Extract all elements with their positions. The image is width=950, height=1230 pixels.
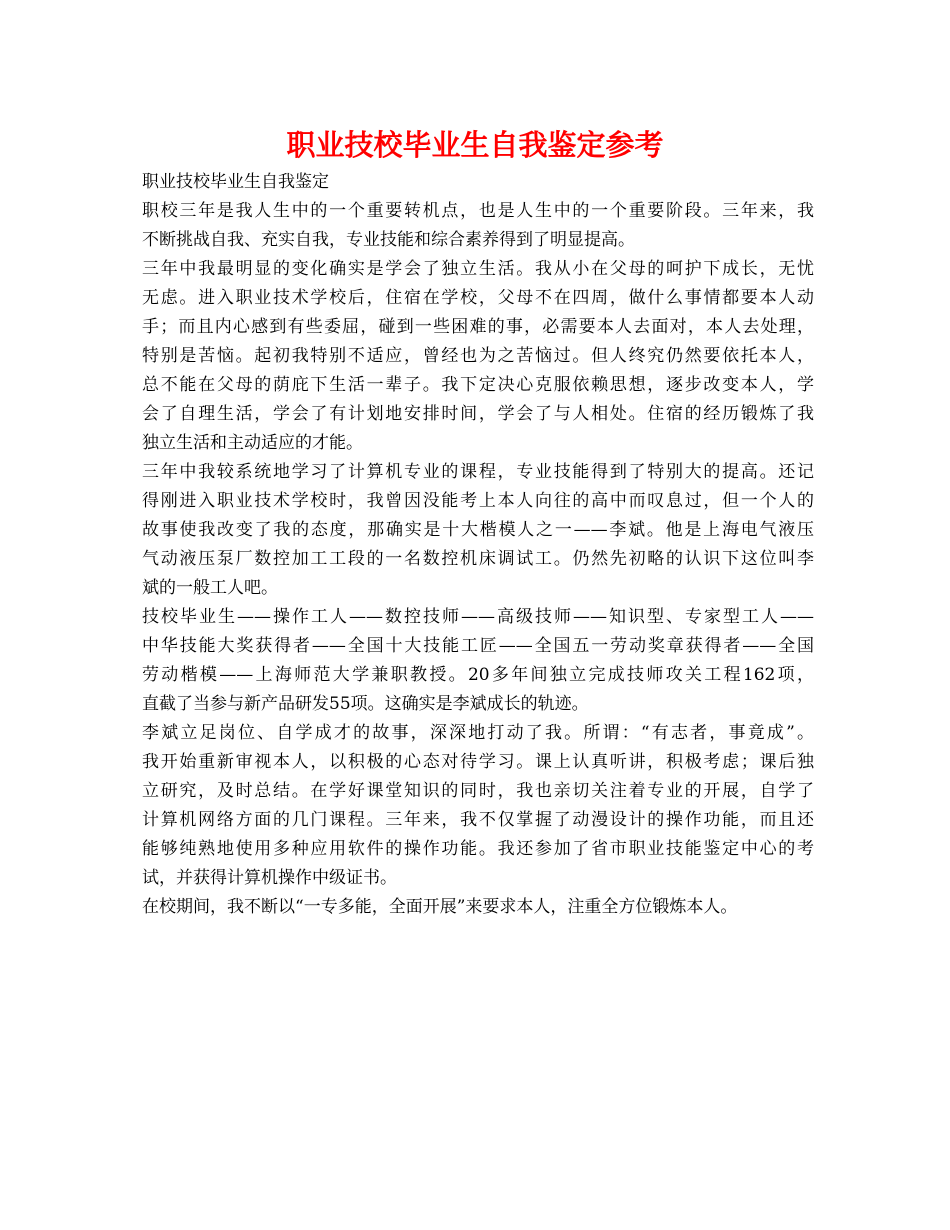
- paragraph-line: 中华技能大奖获得者——全国十大技能工匠——全国五一劳动奖章获得者——全国: [142, 636, 814, 656]
- paragraph: [142, 255, 814, 458]
- paragraph-line: 不断挑战自我、充实自我，专业技能和综合素养得到了明显提高。: [142, 230, 635, 250]
- paragraph-line: 我开始重新审视本人，以积极的心态对待学习。课上认真听讲，积极考虑；课后独: [142, 752, 814, 772]
- paragraph: [142, 458, 814, 603]
- paragraph-line: 试，并获得计算机操作中级证书。: [142, 868, 397, 888]
- paragraph-line: 计算机网络方面的几门课程。三年来，我不仅掌握了动漫设计的操作功能，而且还: [142, 810, 814, 830]
- paragraph-line: 立研究，及时总结。在学好课堂知识的同时，我也亲切关注着专业的开展，自学了: [142, 781, 814, 801]
- paragraph-line: 得刚进入职业技术学校时，我曾因没能考上本人向往的高中而叹息过，但一个人的: [142, 491, 814, 511]
- paragraph-line: 无虑。进入职业技术学校后，住宿在学校，父母不在四周，做什么事情都要本人动: [142, 288, 814, 308]
- paragraph-line: 独立生活和主动适应的才能。: [142, 433, 363, 453]
- paragraph-line: 职校三年是我人生中的一个重要转机点，也是人生中的一个重要阶段。三年来，我: [142, 201, 814, 221]
- paragraph-line: 三年中我最明显的变化确实是学会了独立生活。我从小在父母的呵护下成长，无忧: [142, 259, 814, 279]
- paragraph-line: 手；而且内心感到有些委屈，碰到一些困难的事，必需要本人去面对，本人去处理，: [142, 317, 814, 337]
- paragraph-line: 李斌立足岗位、自学成才的故事，深深地打动了我。所谓：“有志者，事竟成”。: [142, 723, 814, 743]
- paragraph-line: 气动液压泵厂数控加工工段的一名数控机床调试工。仍然先初略的认识下这位叫李: [142, 549, 814, 569]
- paragraph-line: 能够纯熟地使用多种应用软件的操作功能。我还参加了省市职业技能鉴定中心的考: [142, 839, 814, 859]
- paragraph: [142, 719, 814, 893]
- paragraph-line: 斌的一般工人吧。: [142, 578, 278, 598]
- paragraph-line: 故事使我改变了我的态度，那确实是十大楷模人之一——李斌。他是上海电气液压: [142, 520, 814, 540]
- paragraph-line: 技校毕业生——操作工人——数控技师——高级技师——知识型、专家型工人——: [142, 607, 814, 627]
- paragraph: [142, 893, 814, 922]
- paragraph-line: 会了自理生活，学会了有计划地安排时间，学会了与人相处。住宿的经历锻炼了我: [142, 404, 814, 424]
- paragraph: [142, 603, 814, 719]
- paragraph: [142, 168, 814, 197]
- paragraph-line: 总不能在父母的荫庇下生活一辈子。我下定决心克服依赖思想，逐步改变本人，学: [142, 375, 814, 395]
- paragraph-line: 三年中我较系统地学习了计算机专业的课程，专业技能得到了特别大的提高。还记: [142, 462, 814, 482]
- paragraph-line: 直截了当参与新产品研发55项。这确实是李斌成长的轨迹。: [142, 694, 589, 714]
- paragraph: [142, 197, 814, 255]
- document-title: 职业技校毕业生自我鉴定参考: [286, 128, 664, 162]
- paragraph-line: 劳动楷模——上海师范大学兼职教授。20多年间独立完成技师攻关工程162项，: [142, 665, 814, 685]
- paragraph-line: 特别是苦恼。起初我特别不适应，曾经也为之苦恼过。但人终究仍然要依托本人，: [142, 346, 814, 366]
- paragraph-line: 职业技校毕业生自我鉴定: [142, 172, 329, 192]
- paragraph-line: 在校期间，我不断以“一专多能，全面开展”来要求本人，注重全方位锻炼本人。: [142, 897, 738, 917]
- document-body: [142, 168, 814, 922]
